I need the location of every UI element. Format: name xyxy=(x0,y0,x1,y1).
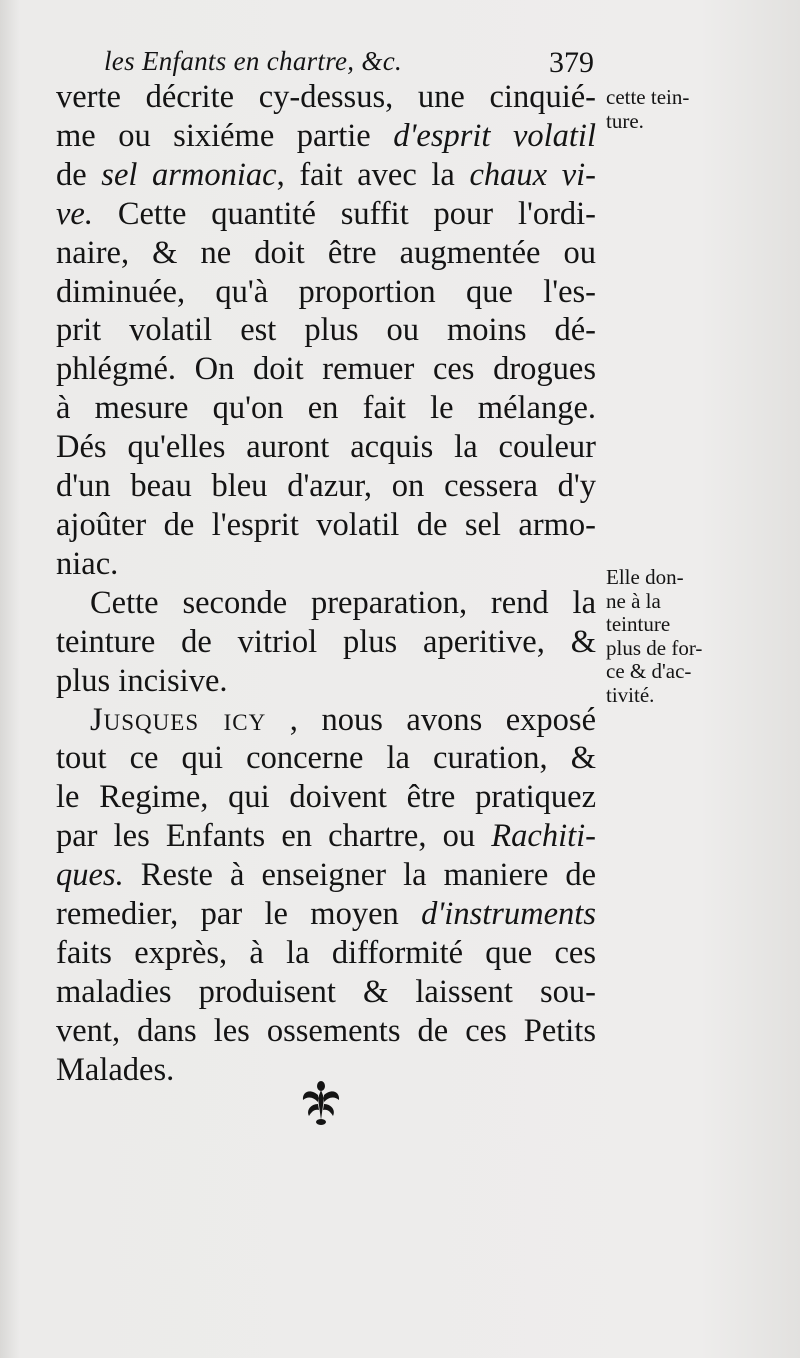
margin-note-line: tivité. xyxy=(606,682,655,707)
text-line: le Regime, qui doivent être pratiquez xyxy=(56,779,596,816)
page-number: 379 xyxy=(549,46,594,79)
fleuron-ornament-icon xyxy=(298,1080,344,1126)
text-line: maladies produisent & laissent sou- xyxy=(56,973,596,1010)
text-line: naire, & ne doit être augmentée ou xyxy=(56,234,596,271)
text-line: vent, dans les ossements de ces Petits xyxy=(56,1012,596,1049)
text-line: d'un beau bleu d'azur, on cessera d'y xyxy=(56,468,596,505)
text-line: ajoûter de l'esprit volatil de sel armo- xyxy=(56,506,596,543)
text-line: me ou sixiéme partie d'esprit volatil xyxy=(56,117,596,154)
margin-note-line: teinture xyxy=(606,612,671,636)
text-line: Dés qu'elles auront acquis la couleur xyxy=(56,429,596,466)
margin-note-line: Elle don- xyxy=(606,565,684,589)
text-line: niac. xyxy=(56,545,119,582)
running-head: les Enfants en chartre, &c. xyxy=(104,46,403,76)
text-line: Malades. xyxy=(56,1051,175,1088)
margin-note-line: ture. xyxy=(606,108,644,133)
margin-note xyxy=(606,566,736,707)
text-line: ques. Reste à enseigner la maniere de xyxy=(56,857,596,894)
text-line: diminuée, qu'à proportion que l'es- xyxy=(56,273,596,310)
margin-note-line: cette tein- xyxy=(606,85,690,109)
text-line: par les Enfants en chartre, ou Rachiti- xyxy=(56,818,596,855)
margin-note-line: ne à la xyxy=(606,588,661,613)
text-line: remedier, par le moyen d'instruments xyxy=(56,896,596,933)
text-line: à mesure qu'on en fait le mélange. xyxy=(56,390,596,427)
text-line: Cette seconde preparation, rend la xyxy=(90,584,596,621)
margin-note xyxy=(606,86,736,133)
text-line: verte décrite cy-dessus, une cinquié- xyxy=(56,79,596,115)
text-line: prit volatil est plus ou moins dé- xyxy=(56,312,596,349)
margin-note-line: plus de for- xyxy=(606,635,703,660)
text-line: phlégmé. On doit remuer ces drogues xyxy=(56,351,596,388)
text-line: ve. Cette quantité suffit pour l'ordi- xyxy=(56,195,596,232)
margin-note-line: ce & d'ac- xyxy=(606,659,692,683)
text-line: tout ce qui concerne la curation, & xyxy=(56,740,596,777)
text-line: de sel armoniac, fait avec la chaux vi- xyxy=(56,156,596,193)
text-line: teinture de vitriol plus aperitive, & xyxy=(56,623,596,660)
body-text xyxy=(56,78,596,1090)
text-line: Jusques icy , nous avons exposé xyxy=(90,701,596,738)
text-line: plus incisive. xyxy=(56,662,228,699)
text-line: faits exprès, à la difformité que ces xyxy=(56,934,596,971)
